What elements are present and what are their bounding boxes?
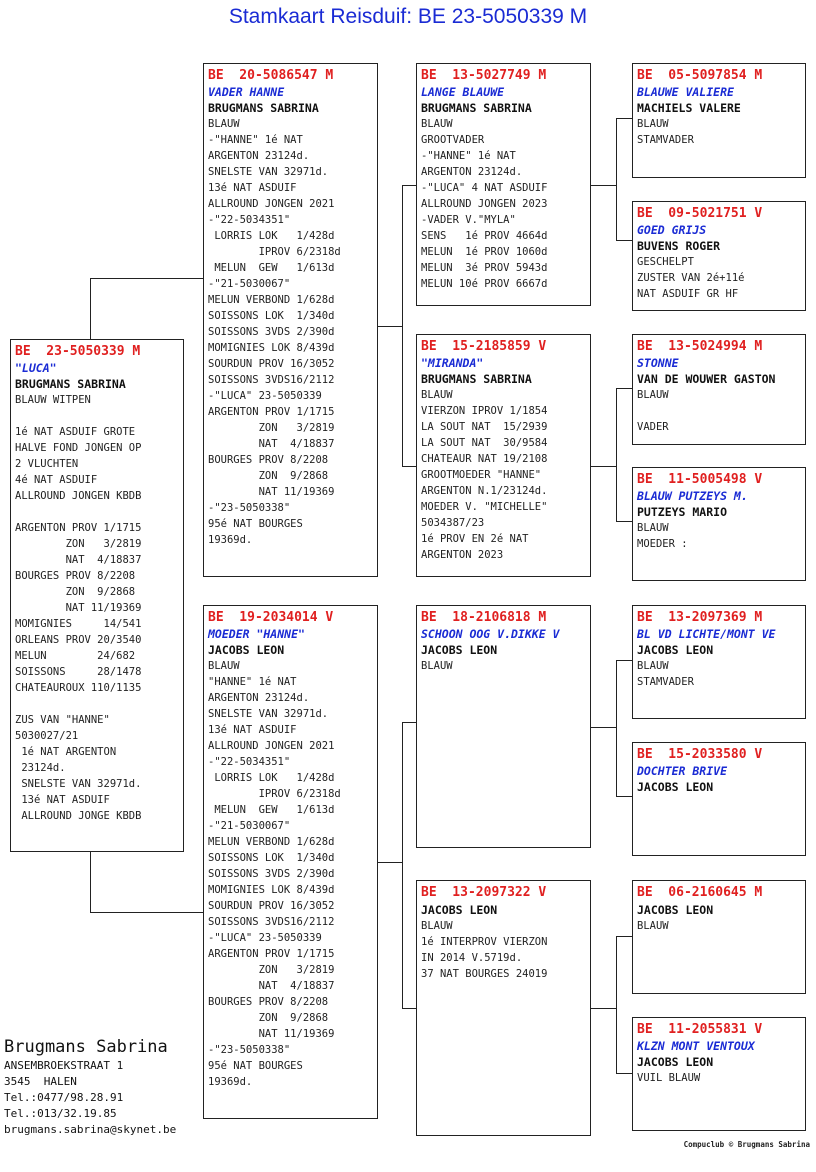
pedigree-note-line: ALLROUND JONGEN 2021	[208, 198, 335, 210]
pedigree-note-line: 13é NAT ASDUIF	[208, 182, 297, 194]
pedigree-note-line: IPROV 6/2318d	[208, 788, 341, 800]
pedigree-note-line: MELUN GEW 1/613d	[208, 804, 335, 816]
pedigree-note-line: GESCHELPT	[637, 256, 694, 268]
connector-line	[402, 185, 416, 186]
pedigree-note-line: ARGENTON 2023	[421, 549, 504, 561]
connector-line	[402, 722, 403, 1008]
connector-line	[402, 185, 403, 466]
connector-line	[377, 862, 402, 863]
pedigree-note-line: 19369d.	[208, 1076, 253, 1088]
pigeon-card-mmm[interactable]	[632, 1017, 806, 1131]
pedigree-note-line: CHATEAUROUX 110/1135	[15, 682, 142, 694]
pedigree-note-line: MELUN VERBOND 1/628d	[208, 294, 335, 306]
pedigree-note-line: ALLROUND JONGEN KBDB	[15, 490, 142, 502]
pedigree-note-line: MOMIGNIES LOK 8/439d	[208, 884, 335, 896]
pedigree-note-line: SOURDUN PROV 16/3052	[208, 900, 335, 912]
pedigree-note-line: -"21-5030067"	[208, 820, 291, 832]
pedigree-note-line: IPROV 6/2318d	[208, 246, 341, 258]
pedigree-note-line: SOURDUN PROV 16/3052	[208, 358, 335, 370]
breeder-name: Brugmans Sabrina	[4, 1037, 168, 1057]
pedigree-note-line: SENS 1é PROV 4664d	[421, 230, 548, 242]
pedigree-note-line: MELUN GEW 1/613d	[208, 262, 335, 274]
pedigree-note-line: ARGENTON PROV 1/1715	[208, 948, 335, 960]
pedigree-note-line: NAT 11/19369	[208, 486, 335, 498]
pigeon-card-mother-father[interactable]	[416, 605, 591, 848]
breeder-email[interactable]: brugmans.sabrina@skynet.be	[4, 1123, 177, 1136]
pedigree-note-line	[15, 408, 179, 424]
pedigree-note-line: SOISSONS LOK 1/340d	[208, 310, 335, 322]
pedigree-note-line: -VADER V."MYLA"	[421, 214, 516, 226]
pedigree-note-line: GROOTMOEDER "HANNE"	[421, 469, 542, 481]
pedigree-note-line: ZON 9/2868	[208, 1012, 329, 1024]
pedigree-note-line: 2 VLUCHTEN	[15, 458, 79, 470]
connector-line	[616, 118, 632, 119]
pedigree-note-line: -"LUCA" 23-5050339	[208, 932, 322, 944]
pedigree-note-line	[637, 403, 801, 419]
ring-number: BE 13-2097322 V	[421, 885, 547, 900]
pedigree-note-line: ARGENTON 23124d.	[208, 692, 310, 704]
pedigree-note-line: -"HANNE" 1é NAT	[208, 134, 303, 146]
ring-number: BE 20-5086547 M	[208, 68, 334, 83]
pedigree-note-line: SOISSONS 3VDS 2/390d	[208, 868, 335, 880]
pedigree-note-line: -"21-5030067"	[208, 278, 291, 290]
pedigree-note-line: GROOTVADER	[421, 134, 485, 146]
connector-line	[590, 466, 617, 467]
pedigree-note-line: "HANNE" 1é NAT	[208, 676, 297, 688]
pedigree-note-line: LA SOUT NAT 30/9584	[421, 437, 548, 449]
pedigree-note-line: SOISSONS 28/1478	[15, 666, 142, 678]
pedigree-note-line	[15, 504, 179, 520]
pedigree-note-line: MELUN 1é PROV 1060d	[421, 246, 548, 258]
pedigree-note-line: BLAUW	[421, 389, 453, 401]
pedigree-note-line: SNELSTE VAN 32971d.	[15, 778, 142, 790]
pedigree-note-line: STAMVADER	[637, 676, 694, 688]
pedigree-note-line: 5030027/21	[15, 730, 79, 742]
pigeon-card-fmm[interactable]	[632, 467, 806, 581]
pedigree-note-line: ARGENTON 23124d.	[208, 150, 310, 162]
owner-name: MACHIELS VALERE	[637, 101, 741, 115]
breeder-phone-1: Tel.:0477/98.28.91	[4, 1091, 124, 1104]
pigeon-name: DOCHTER BRIVE	[637, 764, 728, 778]
pedigree-note-line: BLAUW	[637, 660, 669, 672]
pigeon-card-subject[interactable]	[10, 339, 184, 852]
pedigree-note-line: 1é PROV EN 2é NAT	[421, 533, 529, 545]
pedigree-note-line: SOISSONS 3VDS16/2112	[208, 916, 335, 928]
connector-line	[590, 185, 617, 186]
owner-name: BRUGMANS SABRINA	[421, 101, 532, 115]
owner-name: JACOBS LEON	[421, 903, 498, 917]
software-credit: Compuclub © Brugmans Sabrina	[683, 1140, 810, 1149]
pedigree-note-line: 19369d.	[208, 534, 253, 546]
pedigree-note-line: SNELSTE VAN 32971d.	[208, 708, 329, 720]
connector-line	[90, 278, 203, 279]
breeder-city: 3545 HALEN	[4, 1075, 77, 1088]
pedigree-note-line: -"HANNE" 1é NAT	[421, 150, 516, 162]
connector-line	[402, 466, 416, 467]
pedigree-note-line: SNELSTE VAN 32971d.	[208, 166, 329, 178]
pedigree-note-line: BLAUW	[421, 118, 453, 130]
owner-name: JACOBS LEON	[637, 903, 714, 917]
pedigree-note-line: SOISSONS 3VDS16/2112	[208, 374, 335, 386]
pedigree-note-line: 13é NAT ASDUIF	[208, 724, 297, 736]
ring-number: BE 19-2034014 V	[208, 610, 334, 625]
pedigree-note-line: ZON 3/2819	[15, 538, 142, 550]
connector-line	[616, 388, 617, 521]
connector-line	[402, 722, 416, 723]
pedigree-note-line: BLAUW	[421, 920, 453, 932]
pedigree-note-line: ZON 9/2868	[208, 470, 329, 482]
pedigree-note-line: MOEDER V. "MICHELLE"	[421, 501, 548, 513]
ring-number: BE 15-2033580 V	[637, 747, 763, 762]
owner-name: BRUGMANS SABRINA	[15, 377, 126, 391]
pigeon-card-mother[interactable]	[203, 605, 378, 1119]
pedigree-note-line: -"LUCA" 4 NAT ASDUIF	[421, 182, 548, 194]
pedigree-note-line: -"LUCA" 23-5050339	[208, 390, 322, 402]
pedigree-note-line: BOURGES PROV 8/2208	[15, 570, 136, 582]
pedigree-note-line: 95é NAT BOURGES	[208, 1060, 303, 1072]
pedigree-note-line: ARGENTON PROV 1/1715	[208, 406, 335, 418]
pedigree-note-line: ARGENTON PROV 1/1715	[15, 522, 142, 534]
pedigree-note-line: BLAUW	[421, 660, 453, 672]
owner-name: BRUGMANS SABRINA	[208, 101, 319, 115]
pedigree-note-line: STAMVADER	[637, 134, 694, 146]
ring-number: BE 13-2097369 M	[637, 610, 763, 625]
ring-number: BE 13-5024994 M	[637, 339, 763, 354]
connector-line	[616, 1073, 632, 1074]
pedigree-note-line	[15, 696, 179, 712]
pigeon-card-mff[interactable]	[632, 605, 806, 719]
pigeon-name: "LUCA"	[15, 361, 57, 375]
pedigree-note-line: NAT 4/18837	[208, 438, 335, 450]
ring-number: BE 13-5027749 M	[421, 68, 547, 83]
connector-line	[90, 278, 91, 340]
pedigree-note-line: BLAUW	[637, 389, 669, 401]
pedigree-note-line: MELUN 10é PROV 6667d	[421, 278, 548, 290]
connector-line	[616, 660, 617, 796]
pigeon-name: "MIRANDA"	[421, 356, 484, 370]
pedigree-note-line: -"22-5034351"	[208, 214, 291, 226]
pedigree-note-line: LORRIS LOK 1/428d	[208, 772, 335, 784]
connector-line	[616, 936, 617, 1073]
ring-number: BE 06-2160645 M	[637, 885, 763, 900]
connector-line	[90, 852, 91, 912]
pigeon-card-fff[interactable]	[632, 63, 806, 178]
owner-name: JACOBS LEON	[637, 643, 714, 657]
page-title: Stamkaart Reisduif: BE 23-5050339 M	[228, 5, 588, 28]
owner-name: JACOBS LEON	[421, 643, 498, 657]
pedigree-note-line: MOMIGNIES LOK 8/439d	[208, 342, 335, 354]
pigeon-card-father[interactable]	[203, 63, 378, 577]
pedigree-note-line: ZUS VAN "HANNE"	[15, 714, 110, 726]
pedigree-note-line: SOISSONS 3VDS 2/390d	[208, 326, 335, 338]
pigeon-card-mfm[interactable]	[632, 742, 806, 856]
pedigree-note-line: 1é NAT ARGENTON	[15, 746, 117, 758]
pigeon-card-father-father[interactable]	[416, 63, 591, 306]
pigeon-name: GOED GRIJS	[637, 223, 707, 237]
ring-number: BE 23-5050339 M	[15, 344, 141, 359]
pedigree-note-line: MOMIGNIES 14/541	[15, 618, 142, 630]
owner-name: JACOBS LEON	[637, 1055, 714, 1069]
pigeon-card-ffm[interactable]	[632, 201, 806, 311]
pedigree-note-line: MELUN 24/682	[15, 650, 136, 662]
connector-line	[616, 118, 617, 240]
pedigree-note-line: ALLROUND JONGE KBDB	[15, 810, 142, 822]
connector-line	[377, 326, 402, 327]
pigeon-name: LANGE BLAUWE	[421, 85, 505, 99]
pedigree-note-line: HALVE FOND JONGEN OP	[15, 442, 142, 454]
pedigree-note-line: 23124d.	[15, 762, 66, 774]
pedigree-note-line: 95é NAT BOURGES	[208, 518, 303, 530]
pigeon-name: SCHOON OOG V.DIKKE V	[421, 627, 560, 641]
connector-line	[90, 912, 203, 913]
pigeon-name: BL VD LICHTE/MONT VE	[637, 627, 776, 641]
pigeon-name: BLAUW PUTZEYS M.	[637, 489, 748, 503]
connector-line	[616, 660, 632, 661]
connector-line	[616, 521, 632, 522]
pedigree-note-line: LORRIS LOK 1/428d	[208, 230, 335, 242]
pedigree-note-line: ZON 3/2819	[208, 964, 335, 976]
pedigree-note-line: ORLEANS PROV 20/3540	[15, 634, 142, 646]
pigeon-card-mother-mother[interactable]	[416, 880, 591, 1136]
pedigree-note-line: NAT 11/19369	[208, 1028, 335, 1040]
pedigree-note-line: ALLROUND JONGEN 2021	[208, 740, 335, 752]
pigeon-card-mmf[interactable]	[632, 880, 806, 994]
connector-line	[616, 240, 632, 241]
pedigree-note-line: NAT ASDUIF GR HF	[637, 288, 739, 300]
breeder-contact	[4, 1036, 176, 1138]
pedigree-note-line: LA SOUT NAT 15/2939	[421, 421, 548, 433]
connector-line	[616, 796, 632, 797]
pedigree-note-line: BLAUW	[208, 660, 240, 672]
pedigree-note-line: 1é INTERPROV VIERZON	[421, 936, 548, 948]
pigeon-card-father-mother[interactable]	[416, 334, 591, 577]
pedigree-note-line: MELUN VERBOND 1/628d	[208, 836, 335, 848]
pedigree-note-line: VIERZON IPROV 1/1854	[421, 405, 548, 417]
pedigree-note-line: 4é NAT ASDUIF	[15, 474, 98, 486]
pedigree-note-line: ZUSTER VAN 2é+11é	[637, 272, 745, 284]
pedigree-note-line: SOISSONS LOK 1/340d	[208, 852, 335, 864]
pedigree-note-line: BLAUW	[208, 118, 240, 130]
pedigree-note-line: NAT 11/19369	[15, 602, 142, 614]
owner-name: BRUGMANS SABRINA	[421, 372, 532, 386]
pedigree-note-line: VADER	[637, 421, 669, 433]
pigeon-card-fmf[interactable]	[632, 334, 806, 445]
pigeon-name: STONNE	[637, 356, 679, 370]
pedigree-note-line: IN 2014 V.5719d.	[421, 952, 523, 964]
pedigree-note-line: VUIL BLAUW	[637, 1072, 701, 1084]
connector-line	[616, 388, 632, 389]
owner-name: JACOBS LEON	[208, 643, 285, 657]
pedigree-note-line: -"23-5050338"	[208, 1044, 291, 1056]
pedigree-note-line: CHATEAUR NAT 19/2108	[421, 453, 548, 465]
pigeon-name: BLAUWE VALIERE	[637, 85, 734, 99]
pedigree-note-line: BLAUW	[637, 118, 669, 130]
pedigree-note-line: NAT 4/18837	[208, 980, 335, 992]
ring-number: BE 09-5021751 V	[637, 206, 763, 221]
connector-line	[590, 727, 617, 728]
owner-name: VAN DE WOUWER GASTON	[637, 372, 776, 386]
pedigree-note-line: 1é NAT ASDUIF GROTE	[15, 426, 136, 438]
owner-name: JACOBS LEON	[637, 780, 714, 794]
pedigree-note-line: ZON 9/2868	[15, 586, 136, 598]
ring-number: BE 11-5005498 V	[637, 472, 763, 487]
pedigree-note-line: 5034387/23	[421, 517, 485, 529]
pedigree-note-line: BLAUW WITPEN	[15, 394, 91, 406]
pedigree-note-line: ALLROUND JONGEN 2023	[421, 198, 548, 210]
pedigree-note-line: BOURGES PROV 8/2208	[208, 996, 329, 1008]
pedigree-note-line: MOEDER :	[637, 538, 688, 550]
pedigree-note-line: ZON 3/2819	[208, 422, 335, 434]
pedigree-note-line: 37 NAT BOURGES 24019	[421, 968, 548, 980]
pedigree-note-line: BLAUW	[637, 522, 669, 534]
pedigree-note-line: NAT 4/18837	[15, 554, 142, 566]
pedigree-note-line: -"23-5050338"	[208, 502, 291, 514]
owner-name: BUVENS ROGER	[637, 239, 721, 253]
connector-line	[590, 1008, 617, 1009]
owner-name: PUTZEYS MARIO	[637, 505, 728, 519]
pigeon-name: VADER HANNE	[208, 85, 285, 99]
connector-line	[402, 1008, 416, 1009]
breeder-address: ANSEMBROEKSTRAAT 1	[4, 1059, 124, 1072]
pedigree-note-line: ARGENTON 23124d.	[421, 166, 523, 178]
ring-number: BE 05-5097854 M	[637, 68, 763, 83]
connector-line	[616, 936, 632, 937]
ring-number: BE 18-2106818 M	[421, 610, 547, 625]
ring-number: BE 11-2055831 V	[637, 1022, 763, 1037]
pigeon-name: KLZN MONT VENTOUX	[637, 1039, 755, 1053]
ring-number: BE 15-2185859 V	[421, 339, 547, 354]
pedigree-note-line: MELUN 3é PROV 5943d	[421, 262, 548, 274]
pedigree-note-line: ARGENTON N.1/23124d.	[421, 485, 548, 497]
pedigree-note-line: 13é NAT ASDUIF	[15, 794, 110, 806]
pedigree-note-line: BOURGES PROV 8/2208	[208, 454, 329, 466]
pedigree-note-line: -"22-5034351"	[208, 756, 291, 768]
pigeon-name: MOEDER "HANNE"	[208, 627, 305, 641]
pedigree-note-line: BLAUW	[637, 920, 669, 932]
breeder-phone-2: Tel.:013/32.19.85	[4, 1107, 117, 1120]
